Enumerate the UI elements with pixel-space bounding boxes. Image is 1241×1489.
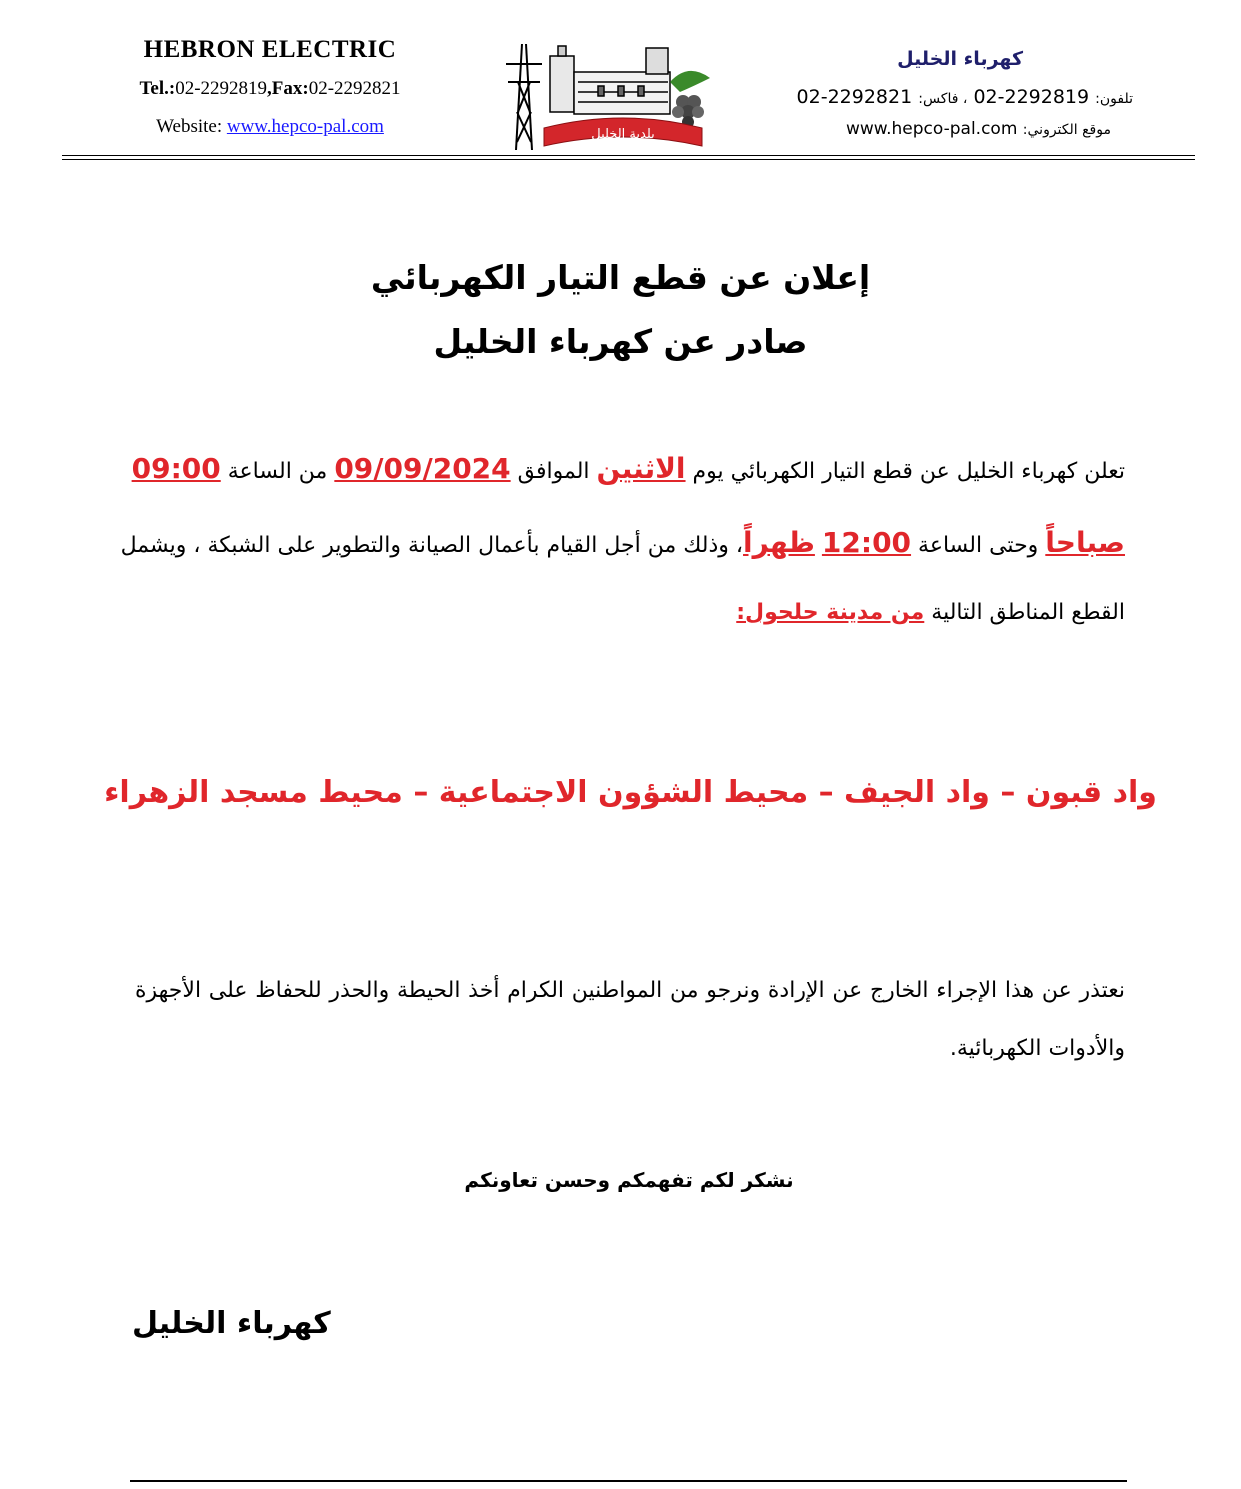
website-link-en[interactable]: www.hepco-pal.com	[226, 116, 384, 137]
notice-text-1b: الموافق	[510, 459, 597, 484]
grapes-icon	[670, 71, 710, 128]
power-pylon-icon	[506, 44, 542, 150]
fax-number-en: 02-2292821	[308, 78, 401, 99]
tel-number-en: 02-2292819	[175, 78, 268, 99]
tel-number-ar: 02-2292819	[973, 86, 1090, 108]
notice-title: إعلان عن قطع التيار الكهربائي	[370, 258, 871, 297]
notice-end-time: 12:00	[821, 526, 912, 559]
notice-subtitle: صادر عن كهرباء الخليل	[433, 322, 808, 361]
notice-city: من مدينة حلحول:	[736, 600, 925, 625]
notice-text-1c: من الساعة	[220, 459, 335, 484]
notice-end-period: ظهراً	[743, 526, 815, 559]
website-line-en	[100, 116, 440, 138]
tel-label-en: Tel.:	[139, 78, 176, 99]
website-ar[interactable]: www.hepco-pal.com	[845, 119, 1018, 139]
contact-line-en	[100, 78, 440, 100]
notice-start-time: 09:00	[131, 452, 221, 485]
website-label-ar: موقع الكتروني:	[1022, 122, 1111, 138]
apology-text: نعتذر عن هذا الإجراء الخارج عن الإرادة ونرجو من المواطنين الكرام أخذ الحيطة والحذر للحفاظ على الأجهزة والأدوات الكهربائية.	[135, 978, 1125, 1061]
notice-text-2b: ، وذلك من أجل القيام بأعمال الصيانة والتطوير على الشبكة ، ويشمل	[120, 533, 744, 558]
municipality-logo	[498, 42, 720, 152]
header-divider-second	[62, 159, 1195, 160]
logo-banner-text: بلدية الخليل	[591, 127, 655, 142]
thanks-line: نشكر لكم تفهمكم وحسن تعاونكم	[464, 1168, 794, 1192]
affected-areas: واد قبون – واد الجيف – محيط الشؤون الاجتماعية – محيط مسجد الزهراء	[104, 775, 1157, 810]
signature: كهرباء الخليل	[132, 1306, 331, 1341]
notice-text-1a: تعلن كهرباء الخليل عن قطع التيار الكهربائي يوم	[685, 459, 1125, 484]
header-divider	[62, 155, 1195, 156]
tel-label-ar: تلفون:	[1095, 91, 1133, 107]
notice-line-1	[133, 452, 1125, 485]
notice-text-2a: وحتى الساعة	[911, 533, 1046, 558]
notice-start-period: صباحاً	[1045, 526, 1125, 559]
footer-rule	[130, 1480, 1127, 1482]
notice-line-3	[133, 600, 1125, 625]
notice-date: 09/09/2024	[334, 452, 511, 485]
fax-number-ar: 02-2292821	[796, 86, 913, 108]
contact-line-ar	[797, 86, 1133, 108]
fax-label-en: ,Fax:	[267, 78, 309, 99]
notice-day: الاثنين	[596, 452, 686, 485]
website-label-en: Website:	[156, 116, 227, 137]
notice-line-2	[120, 526, 1125, 559]
notice-text-3a: القطع المناطق التالية	[924, 600, 1125, 625]
company-name-en: HEBRON ELECTRIC	[143, 36, 397, 63]
company-name-ar: كهرباء الخليل	[897, 48, 1023, 70]
mosque-building-icon	[550, 46, 670, 114]
fax-label-ar: ، فاكس:	[918, 91, 968, 107]
website-line-ar	[846, 119, 1111, 139]
